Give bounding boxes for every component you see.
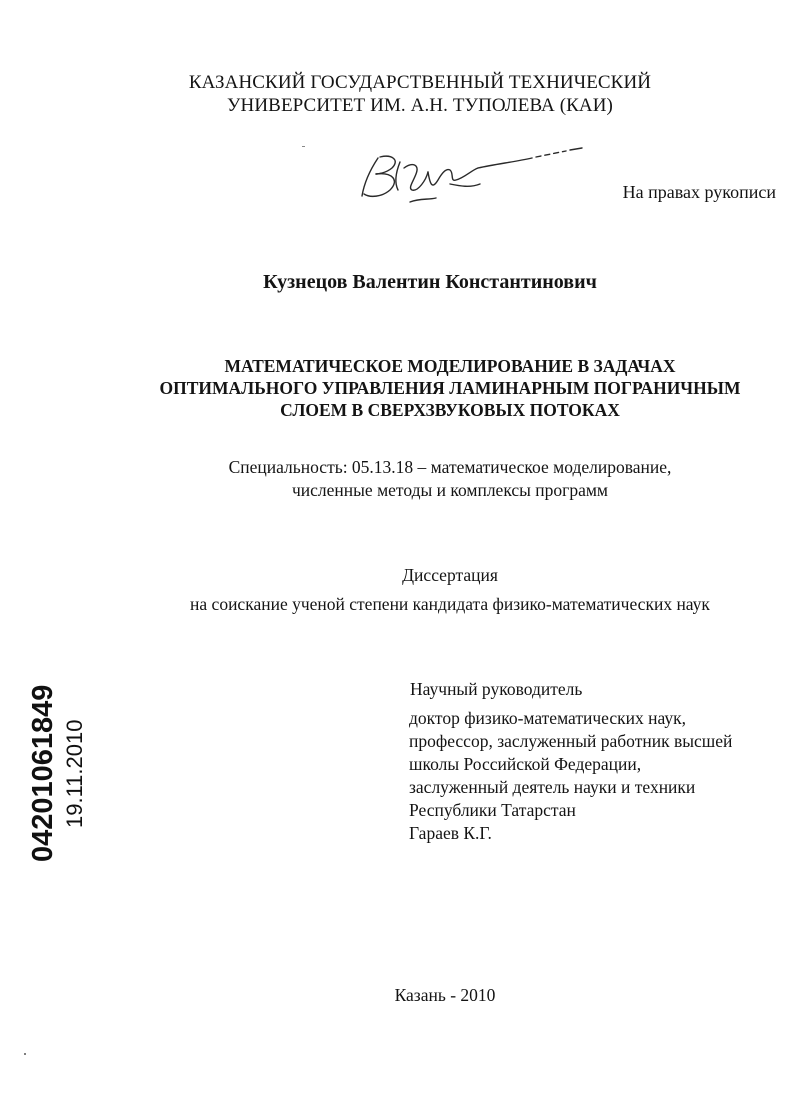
advisor-line: Республики Татарстан <box>409 800 576 820</box>
advisor-details <box>409 707 779 845</box>
title-line-2: ОПТИМАЛЬНОГО УПРАВЛЕНИЯ ЛАМИНАРНЫМ ПОГРАНИЧНЫМ <box>159 378 741 398</box>
dissertation-heading: Диссертация <box>402 565 498 585</box>
advisor-line: профессор, заслуженный работник высшей <box>409 731 733 751</box>
scan-speck <box>24 1053 26 1055</box>
library-stamp-date: 19.11.2010 <box>62 719 87 828</box>
advisor-line: доктор физико-математических наук, <box>409 708 686 728</box>
specialty-line-1: Специальность: 05.13.18 – математическое моделирование, <box>228 457 672 477</box>
title-line-1: МАТЕМАТИЧЕСКОЕ МОДЕЛИРОВАНИЕ В ЗАДАЧАХ <box>224 356 676 376</box>
handwritten-signature <box>300 140 590 210</box>
library-stamp-code: 04201061849 <box>27 684 59 862</box>
university-line-1: КАЗАНСКИЙ ГОСУДАРСТВЕННЫЙ ТЕХНИЧЕСКИЙ <box>188 72 652 93</box>
author-name: Кузнецов Валентин Константинович <box>263 271 597 293</box>
specialty-line-2: численные методы и комплексы программ <box>292 480 608 500</box>
city-year: Казань - 2010 <box>394 985 496 1005</box>
advisor-line: заслуженный деятель науки и техники <box>409 777 696 797</box>
title-line-3: СЛОЕМ В СВЕРХЗВУКОВЫХ ПОТОКАХ <box>280 400 620 420</box>
advisor-name: Гараев К.Г. <box>409 823 492 843</box>
advisor-line: школы Российской Федерации, <box>409 754 642 774</box>
dissertation-title <box>100 355 793 421</box>
advisor-heading: Научный руководитель <box>410 679 583 699</box>
dissertation-degree: на соискание ученой степени кандидата физико-математических наук <box>190 594 710 614</box>
university-line-2: УНИВЕРСИТЕТ ИМ. А.Н. ТУПОЛЕВА (КАИ) <box>226 95 613 116</box>
specialty <box>130 456 770 502</box>
university-name <box>140 71 700 117</box>
rights-note: На правах рукописи <box>622 182 776 202</box>
